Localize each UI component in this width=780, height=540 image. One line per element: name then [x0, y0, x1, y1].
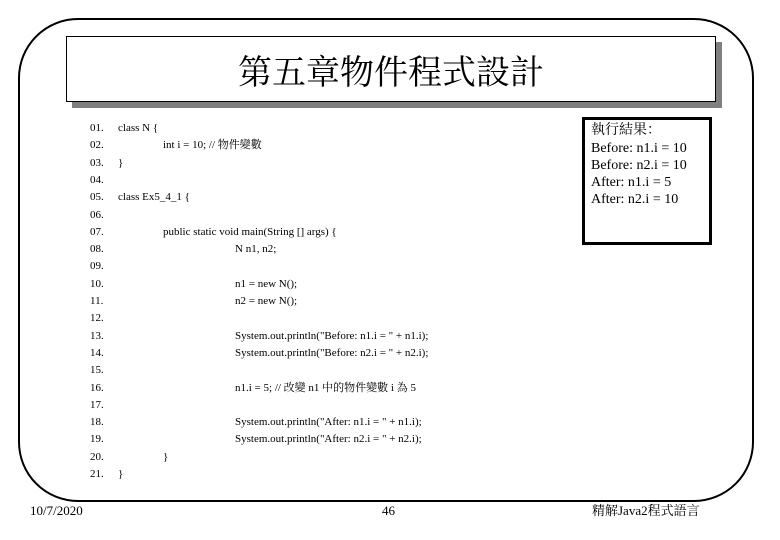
code-line [0, 224, 580, 241]
line-number: 21. [90, 468, 104, 480]
code-text: class N { [118, 122, 159, 134]
code-line [0, 310, 580, 327]
code-line [0, 207, 580, 224]
line-number: 03. [90, 156, 104, 169]
code-line [0, 120, 580, 137]
code-text: } [163, 450, 169, 463]
line-number: 08. [90, 243, 104, 256]
line-number: 05. [90, 191, 104, 204]
footer-book-title: 精解Java2程式語言 [592, 503, 700, 518]
code-line [0, 137, 580, 154]
line-number: 15. [90, 364, 104, 377]
code-line [0, 189, 580, 206]
footer-page-number: 46 [382, 503, 395, 518]
line-number: 01. [90, 122, 104, 134]
line-number: 11. [90, 295, 104, 307]
line-number: 06. [90, 208, 104, 221]
code-line [0, 258, 580, 275]
code-line [0, 241, 580, 258]
code-text: n2 = new N(); [235, 295, 298, 307]
code-text: class Ex5_4_1 { [118, 191, 190, 204]
footer-date: 10/7/2020 [30, 503, 83, 518]
line-number: 04. [90, 173, 104, 186]
code-line [0, 345, 580, 362]
line-number: 14. [90, 346, 104, 359]
code-text: } [118, 156, 124, 169]
line-number: 02. [90, 139, 104, 152]
result-line: Before: n1.i = 10 [591, 141, 687, 156]
line-number: 09. [90, 260, 104, 273]
code-text: } [118, 468, 124, 480]
code-text: public static void main(String [] args) { [163, 225, 337, 238]
line-number: 18. [90, 416, 104, 429]
line-number: 12. [90, 312, 104, 325]
code-line [0, 449, 580, 466]
code-text: N n1, n2; [235, 243, 277, 256]
line-number: 10. [90, 277, 104, 290]
result-line: After: n2.i = 10 [591, 192, 679, 207]
line-number: 20. [90, 450, 104, 463]
code-text: System.out.println("After: n2.i = " + n2.i); [235, 433, 422, 446]
result-title: 執行結果： [591, 123, 661, 138]
code-text: int i = 10; // 物件變數 [163, 139, 262, 152]
code-text: System.out.println("After: n1.i = " + n1.i); [235, 416, 422, 429]
code-line [0, 172, 580, 189]
slide-title: 第五章物件程式設計 [238, 52, 544, 93]
code-line [0, 466, 580, 483]
result-box [582, 117, 712, 245]
code-line [0, 328, 580, 345]
code-line [0, 276, 580, 293]
code-line [0, 397, 580, 414]
line-number: 17. [90, 398, 104, 411]
result-line: Before: n2.i = 10 [591, 158, 687, 173]
code-line [0, 380, 580, 397]
title-box [66, 36, 716, 102]
code-text: System.out.println("Before: n1.i = " + n1.i); [235, 329, 429, 342]
code-line [0, 155, 580, 172]
result-line: After: n1.i = 5 [591, 175, 672, 190]
line-number: 16. [90, 381, 104, 394]
code-line [0, 414, 580, 431]
code-text: n1 = new N(); [235, 277, 298, 290]
line-number: 19. [90, 433, 104, 446]
code-line [0, 431, 580, 448]
code-line [0, 293, 580, 310]
code-text: System.out.println("Before: n2.i = " + n2.i); [235, 346, 429, 359]
code-line [0, 362, 580, 379]
line-number: 13. [90, 329, 104, 342]
code-text: n1.i = 5; // 改變 n1 中的物件變數 i 為 5 [235, 381, 416, 394]
line-number: 07. [90, 225, 104, 238]
